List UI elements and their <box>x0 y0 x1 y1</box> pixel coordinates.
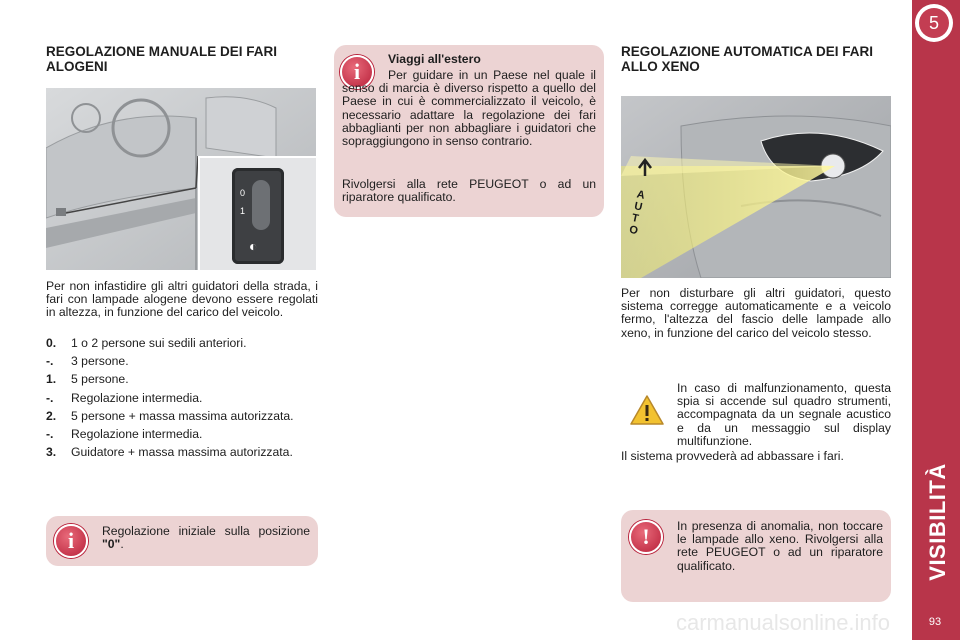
anomaly-note-box <box>621 510 891 602</box>
malfunction-warning: In caso di malfunzionamento, questa spia si accende sul quadro strumenti, accompagnata da un segnale acustico e da un messaggio sul display multifunzione. <box>677 381 891 448</box>
list-item: 0. 1 o 2 persone sui sedili anteriori. <box>46 336 247 350</box>
page-number: 93 <box>928 616 942 628</box>
warning-triangle-icon <box>629 394 665 426</box>
abroad-travel-box <box>334 45 604 217</box>
list-item: 2. 5 persone + massa massima autorizzata. <box>46 408 294 423</box>
list-item: -. Regolazione intermedia. <box>46 390 203 405</box>
load-positions-list <box>46 337 318 464</box>
headlamp-illustration <box>621 96 891 278</box>
dashboard-photo <box>46 88 316 270</box>
auto-intro: Per non disturbare gli altri guidatori, questo sistema corregge automaticamente e a veicolo fermo, l'altezza del fascio delle lampade allo xeno, in funzione del carico del veicolo stesso. <box>621 286 891 340</box>
auto-label: AUTO <box>628 188 646 238</box>
headlamp-icon: ◐ <box>249 238 258 254</box>
auto-headlamp-title: REGOLAZIONE AUTOMATICA DEI FARI ALLO XENO <box>621 44 873 74</box>
abroad-contact: Rivolgersi alla rete PEUGEOT o ad un riparatore qualificato. <box>342 177 596 205</box>
section-title: VISIBILITÀ <box>925 463 950 581</box>
manual-headlamp-title: REGOLAZIONE MANUALE DEI FARI ALOGENI <box>46 44 278 74</box>
headlamp-adjustment-dial[interactable] <box>232 168 284 264</box>
dial-mark-1: 1 <box>240 206 246 216</box>
initial-setting-text: Regolazione iniziale sulla posizione "0". <box>102 524 310 552</box>
dial-wheel[interactable] <box>252 180 270 230</box>
alert-icon: ! <box>629 520 663 554</box>
chapter-badge <box>915 4 953 42</box>
initial-setting-note <box>46 516 318 566</box>
anomaly-note-text: In presenza di anomalia, non toccare le lampade allo xeno. Rivolgersi alla rete PEUGEOT o ad un riparatore qualificato. <box>677 519 883 573</box>
list-item: 1. 5 persone. <box>46 372 129 387</box>
xenon-headlamp-photo <box>621 96 891 278</box>
list-item: -. Regolazione intermedia. <box>46 427 203 442</box>
dial-mark-0: 0 <box>240 188 246 198</box>
info-icon: i <box>54 524 88 558</box>
manual-intro: Per non infastidire gli altri guidatori della strada, i fari con lampade alogene devono essere regolati in altezza, in funzione del carico del veicolo. <box>46 279 318 320</box>
abroad-title: Viaggi all'estero <box>388 52 481 66</box>
dial-closeup <box>198 156 316 270</box>
chapter-number: 5 <box>919 8 949 38</box>
info-icon: i <box>340 55 374 89</box>
list-item: 3. Guidatore + massa massima autorizzata. <box>46 445 293 460</box>
system-lowers-lamps: Il sistema provvederà ad abbassare i fari. <box>621 449 844 463</box>
watermark: carmanualsonline.info <box>676 610 891 635</box>
abroad-text: Per guidare in un Paese nel quale il senso di marcia è diverso rispetto a quello del Paese in cui è commercializzato il veicolo, è necessario adattare la regolazione dei fari abbaglianti per non abbagliare i guidatori che sopraggiungono in senso contrario. <box>342 68 596 149</box>
list-item: -. 3 persone. <box>46 354 129 369</box>
